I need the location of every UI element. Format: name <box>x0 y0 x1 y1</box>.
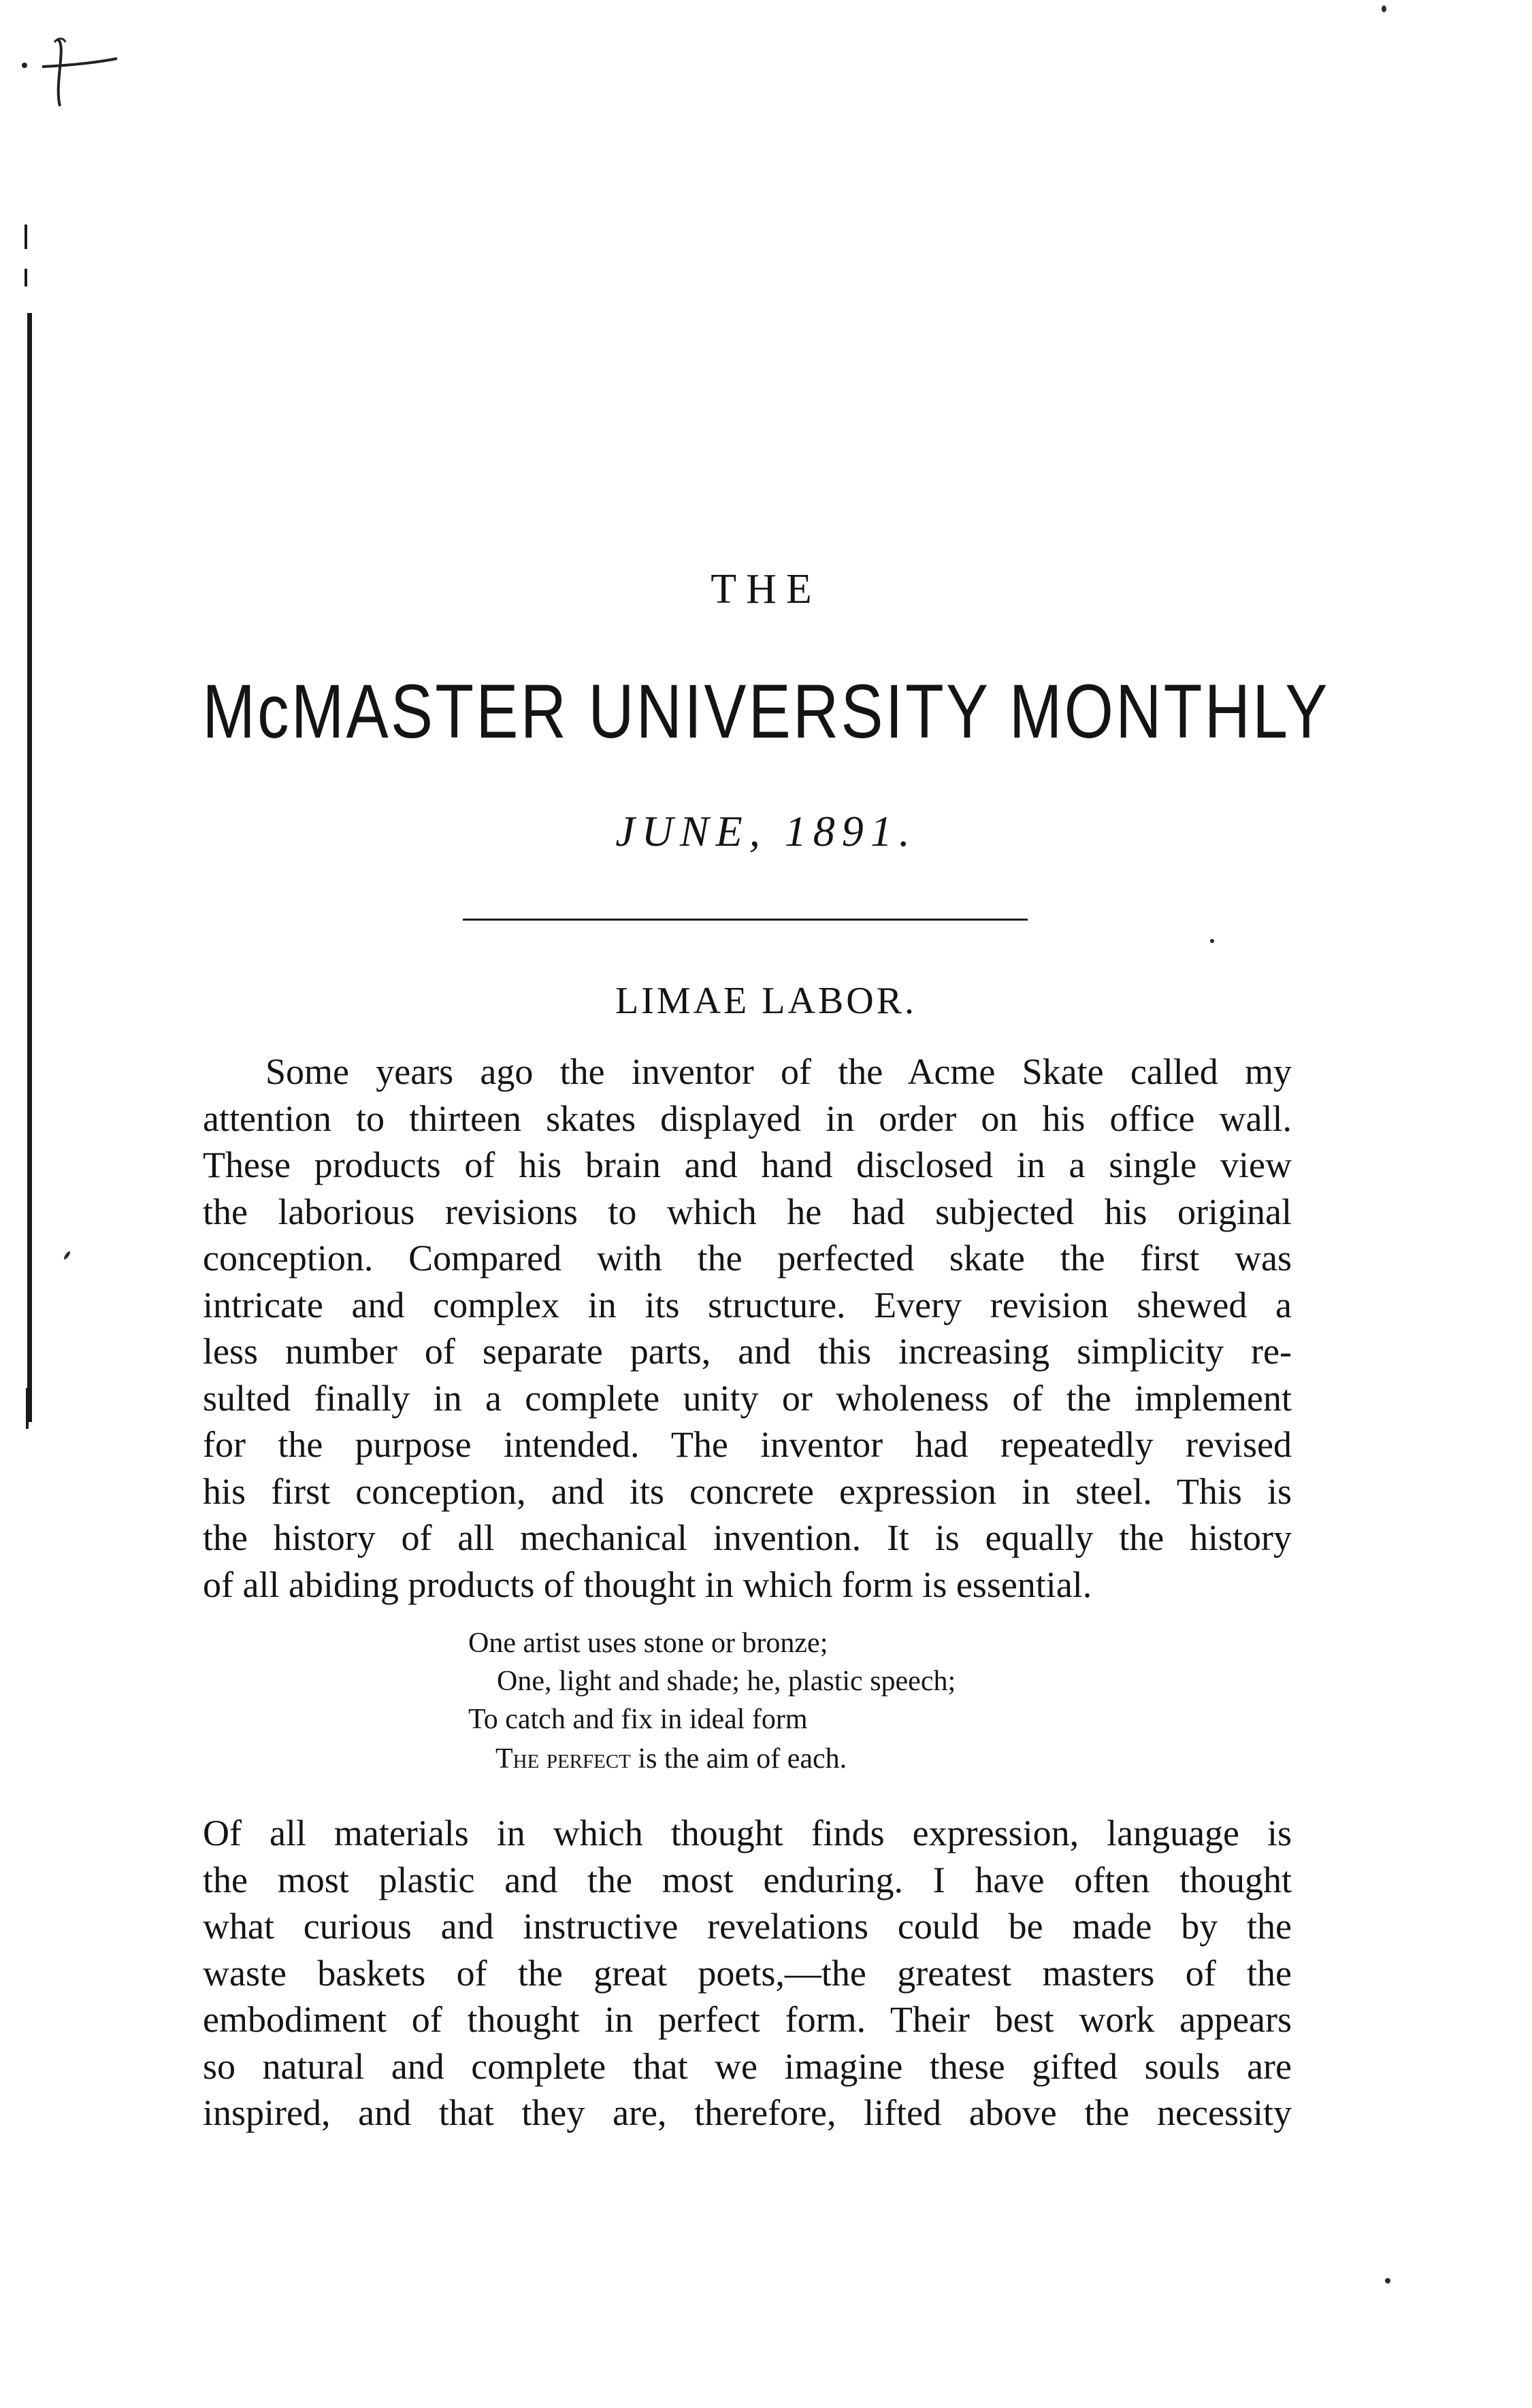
speck <box>1210 939 1214 943</box>
text-line: of all abiding products of thought in which form is essential. <box>203 1564 1092 1605</box>
text-line: inspired, and that they are, therefore, lifted above the necessity <box>203 2092 1292 2133</box>
speck <box>63 1251 71 1260</box>
text-line: waste baskets of the great poets,—the greatest masters of the <box>203 1952 1292 1994</box>
text-line: for the purpose intended. The inventor had repeatedly revised <box>203 1424 1292 1465</box>
text-line: attention to thirteen skates displayed in order on his office wall. <box>203 1098 1292 1139</box>
text-line: less number of separate parts, and this increasing simplicity re- <box>203 1331 1292 1372</box>
text-line: Some years ago the inventor of the Acme Skate called my <box>265 1051 1292 1092</box>
text-line: embodiment of thought in perfect form. Their best work appears <box>203 1999 1292 2040</box>
pencil-mark <box>15 27 124 109</box>
text-line: his first conception, and its concrete expression in steel. This is <box>203 1470 1292 1512</box>
text-line: the laborious revisions to which he had subjected his original <box>203 1191 1292 1232</box>
verse-line: One artist uses stone or bronze; <box>468 1628 828 1659</box>
text-line: the most plastic and the most enduring. I have often thought <box>203 1859 1292 1900</box>
article-title: LIMAE LABOR. <box>615 980 917 1022</box>
binding-edge-fragment <box>25 225 27 249</box>
text-line: Of all materials in which thought finds expression, language is <box>203 1813 1292 1853</box>
text-line: intricate and complex in its structure. Every revision shewed a <box>203 1284 1292 1325</box>
text-line: These products of his brain and hand disclosed in a single view <box>203 1144 1292 1185</box>
running-head-the: THE <box>711 566 821 612</box>
title-rule <box>463 919 1028 921</box>
paragraph-1 <box>203 1049 1292 1608</box>
verse-line <box>495 1742 847 1776</box>
binding-edge-fragment <box>25 269 27 286</box>
text-line: what curious and instructive revelations could be made by the <box>203 1906 1292 1947</box>
journal-title: McMASTER UNIVERSITY MONTHLY <box>202 669 1330 754</box>
text-line: sulted finally in a complete unity or wholeness of the implement <box>203 1377 1292 1419</box>
verse-smallcaps: The perfect <box>495 1743 631 1775</box>
issue-date: JUNE, 1891. <box>615 807 917 855</box>
paragraph-2 <box>203 1810 1292 2137</box>
speck <box>1382 5 1386 12</box>
verse-line: One, light and shade; he, plastic speech; <box>497 1666 956 1697</box>
text-line: conception. Compared with the perfected skate the first was <box>203 1238 1292 1279</box>
binding-edge-fragment <box>26 1388 29 1429</box>
text-line: so natural and complete that we imagine these gifted souls are <box>203 2045 1292 2087</box>
verse-line: To catch and fix in ideal form <box>468 1704 808 1735</box>
text-line: the history of all mechanical invention. It is equally the history <box>203 1517 1292 1558</box>
binding-edge <box>27 313 32 1422</box>
speck <box>1385 2278 1390 2283</box>
verse-line-rest: is the aim of each. <box>630 1743 847 1775</box>
